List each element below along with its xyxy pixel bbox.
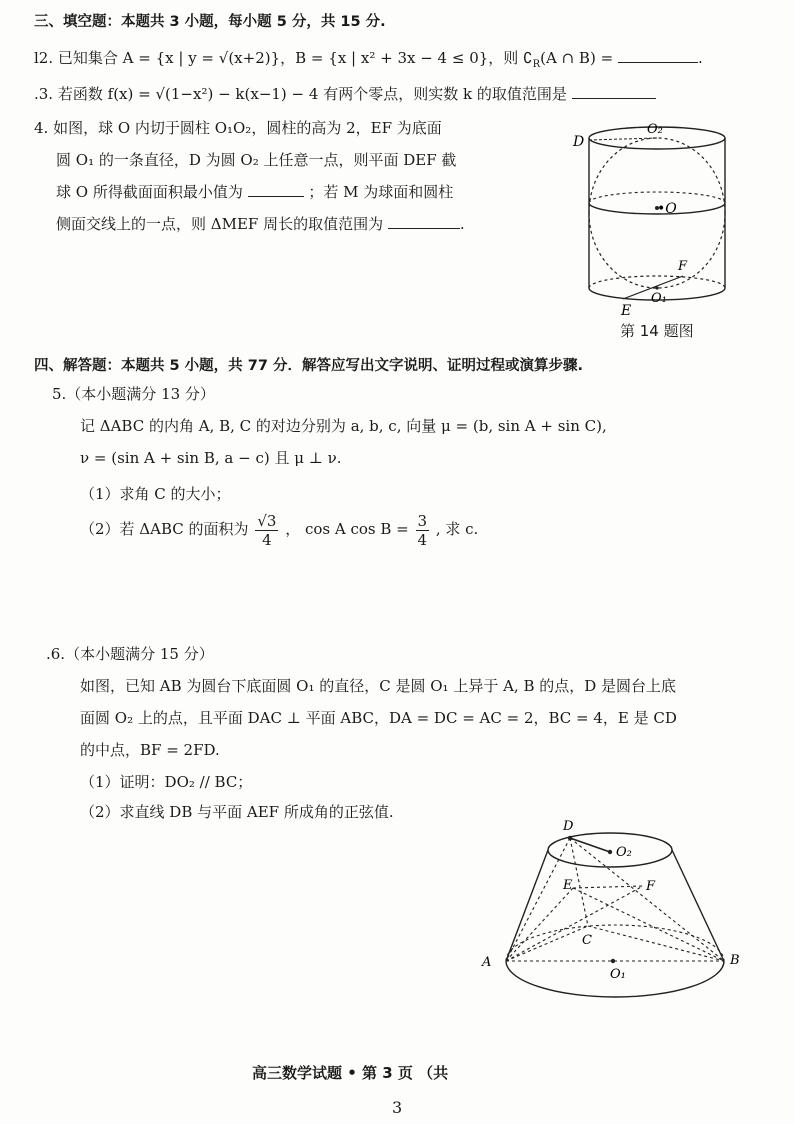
- section-4-title: 四、解答题：本题共 5 小题，共 77 分．解答应写出文字说明、证明过程或演算步骤.: [34, 358, 583, 374]
- answer-blank-14a[interactable]: [248, 182, 304, 197]
- question-16-part-2: （2）求直线 DB 与平面 AEF 所成角的正弦值.: [80, 803, 394, 821]
- question-15-part-2-text-b: ， cos A cos B =: [285, 520, 409, 538]
- question-15-part-2-text-c: , 求 c.: [435, 520, 479, 538]
- figure-14-label-e: E: [621, 303, 632, 318]
- figure-16-label-d: D: [563, 819, 574, 834]
- figure-16-label-o1: O₁: [610, 967, 626, 982]
- question-14-text-1: 如图，球 O 内切于圆柱 O₁O₂，圆柱的高为 2，EF 为底面: [53, 119, 442, 137]
- question-15-line-2: ν = (sin A + sin B, a − c) 且 μ ⊥ ν.: [80, 449, 342, 467]
- fraction-area: [255, 512, 278, 549]
- fraction-area-denominator: 4: [262, 530, 272, 549]
- question-14-line-3: [56, 182, 453, 202]
- figure-14-caption: 第 14 题图: [620, 322, 694, 340]
- answer-blank-13[interactable]: [572, 84, 656, 99]
- figure-14-label-d: D: [573, 134, 585, 150]
- question-14-text-3a: 球 O 所得截面面积最小值为: [56, 183, 243, 201]
- question-12-text-b: (A ∩ B) =: [540, 49, 614, 67]
- question-15-part-2-text-a: （2）若 ΔABC 的面积为: [80, 520, 249, 538]
- answer-blank-14b[interactable]: [388, 214, 460, 229]
- figure-16-label-b: B: [730, 953, 740, 968]
- question-12-subscript: R: [532, 59, 541, 70]
- question-12-text-a: 已知集合 A = {x | y = √(x+2)}，B = {x | x² + 3x − 4 ≤ 0}，则 ∁: [57, 49, 533, 67]
- question-14-text-4a: 侧面交线上的一点，则 ΔMEF 周长的取值范围为: [56, 215, 384, 233]
- figure-14-label-o: •O: [657, 201, 677, 217]
- question-13: [34, 84, 656, 104]
- question-15-part-2: [80, 508, 478, 550]
- figure-16-label-a: A: [482, 955, 492, 970]
- section-3-title: 三、填空题：本题共 3 小题，每小题 5 分，共 15 分.: [34, 14, 386, 30]
- question-14-line-2: 圆 O₁ 的一条直径，D 为圆 O₂ 上任意一点，则平面 DEF 截: [56, 151, 457, 169]
- question-16-line-3: 的中点，BF = 2FD.: [80, 741, 220, 759]
- figure-16-label-f: F: [646, 879, 656, 894]
- answer-blank-12[interactable]: [618, 48, 698, 63]
- fraction-cos: [416, 512, 430, 549]
- footer-title: 高三数学试题 • 第 3 页 （共: [252, 1064, 449, 1082]
- question-13-number: .3.: [34, 85, 54, 103]
- figure-16-label-c: C: [582, 933, 592, 948]
- question-14-text-3b: ；若 M 为球面和圆柱: [308, 183, 454, 201]
- question-16-line-2: 面圆 O₂ 上的点，且平面 DAC ⊥ 平面 ABC，DA = DC = AC = 2，BC = 4，E 是 CD: [80, 709, 677, 727]
- question-14-line-1: [34, 118, 442, 138]
- figure-16-frustum: [480, 818, 750, 1012]
- question-15-part-1: （1）求角 C 的大小；: [80, 485, 231, 503]
- question-14-line-4: [56, 214, 465, 234]
- question-16-number: .6.（本小题满分 15 分）: [46, 645, 214, 663]
- question-15-number: 5.（本小题满分 13 分）: [52, 385, 215, 403]
- question-12-number: l2.: [34, 49, 54, 67]
- page-number: 3: [392, 1098, 403, 1117]
- figure-14-label-o1: O₁: [651, 291, 667, 306]
- question-16-part-1: （1）证明：DO₂ // BC；: [80, 773, 253, 791]
- figure-14-label-f: F: [678, 259, 688, 274]
- fraction-cos-numerator: 3: [417, 511, 428, 530]
- figure-14-cylinder: [565, 118, 745, 322]
- question-15-line-1: 记 ΔABC 的内角 A, B, C 的对边分别为 a, b, c, 向量 μ = (b, sin A + sin C),: [80, 417, 607, 435]
- fraction-area-numerator: √3: [257, 511, 277, 530]
- figure-16-label-o2: O₂: [616, 845, 632, 860]
- question-13-text: 若函数 f(x) = √(1−x²) − k(x−1) − 4 有两个零点，则实数 k 的取值范围是: [57, 85, 567, 103]
- question-16-line-1: 如图，已知 AB 为圆台下底面圆 O₁ 的直径，C 是圆 O₁ 上异于 A, B 的点，D 是圆台上底: [80, 677, 677, 695]
- fraction-cos-denominator: 4: [417, 530, 428, 549]
- question-12: l2. 已知集合 A = {x | y = √(x+2)}，B = {x | x² + 3x − 4 ≤ 0}，则 $∁_R(A$ ∩ B) = .: [34, 49, 703, 70]
- figure-14-label-o2: O₂: [647, 122, 663, 137]
- question-14-number: 4.: [34, 119, 49, 137]
- question-14-text-4b: .: [459, 215, 465, 233]
- figure-16-label-e: E: [563, 878, 573, 893]
